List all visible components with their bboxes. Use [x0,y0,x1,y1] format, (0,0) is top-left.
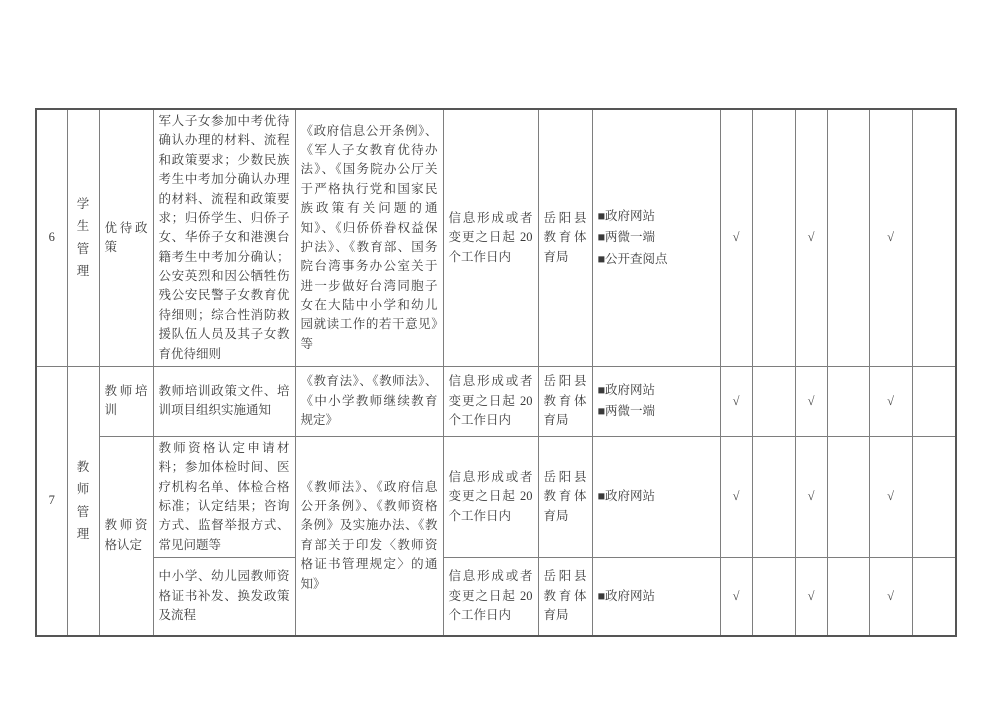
check-cell [827,109,869,366]
category-cell [67,366,99,635]
seq-cell: 6 [36,109,67,366]
check-cell: √ [795,109,827,366]
channel-item: ■两微一端 [597,404,656,419]
check-cell: √ [869,109,912,366]
content-cell: 中小学、幼儿园教师资格证书补发、换发政策及流程 [153,558,295,636]
check-cell: √ [795,366,827,436]
channels-cell [592,366,720,436]
content-cell: 军人子女参加中考优待确认办理的材料、流程和政策要求；少数民族考生中考加分确认办理的材料、流程和政策要求；归侨学生、归侨子女、华侨子女和港澳台籍考生中考加分确认；公安英烈和因公牺牲伤残公安民警子女教育优待细则；综合性消防救援队伍人员及其子女教育优待细则 [153,109,295,366]
check-cell: √ [869,366,912,436]
check-cell: √ [795,436,827,557]
time-limit-cell: 信息形成或者变更之日起 20 个工作日内 [443,436,538,557]
time-limit-cell: 信息形成或者变更之日起 20 个工作日内 [443,109,538,366]
content-cell: 教师培训政策文件、培训项目组织实施通知 [153,366,295,436]
check-cell [912,436,956,557]
seq-cell: 7 [36,366,67,635]
basis-cell: 《政府信息公开条例》、《军人子女教育优待办法》、《国务院办公厅关于严格执行党和国家民族政策有关问题的通知》、《归侨侨眷权益保护法》、《教育部、国务院台湾事务办公室关于进一步做好台湾同胞子女在大陆中小学和幼儿园就读工作的若干意见》等 [295,109,443,366]
check-cell [752,109,795,366]
check-cell [827,366,869,436]
check-cell: √ [795,558,827,636]
channels-cell [592,558,720,636]
table-row [36,109,956,366]
channel-item: ■公开查阅点 [597,251,668,266]
channel-item: ■政府网站 [597,209,656,224]
department-cell: 岳阳县教育体育局 [538,109,592,366]
channel-item: ■两微一端 [597,230,656,245]
table-row [36,436,956,557]
check-cell [827,436,869,557]
department-cell: 岳阳县教育体育局 [538,436,592,557]
check-cell: √ [720,436,752,557]
department-cell: 岳阳县教育体育局 [538,366,592,436]
info-disclosure-table [35,108,957,637]
subcategory-cell: 教师培训 [99,366,153,436]
category-vertical-text: 学生管理 [76,196,90,279]
basis-cell: 《教育法》、《教师法》、《中小学教师继续教育规定》 [295,366,443,436]
check-cell [912,109,956,366]
check-cell: √ [720,366,752,436]
channel-item: ■政府网站 [597,383,656,398]
check-cell: √ [869,436,912,557]
basis-cell: 《教师法》、《政府信息公开条例》、《教师资格条例》及实施办法、《教育部关于印发〈教师资格证书管理规定〉的通知》 [295,436,443,635]
table-row [36,366,956,436]
table-row [36,558,956,636]
department-cell: 岳阳县教育体育局 [538,558,592,636]
channels-cell [592,109,720,366]
category-vertical-text: 教师管理 [76,459,90,542]
check-cell [752,366,795,436]
check-cell: √ [869,558,912,636]
check-cell: √ [720,109,752,366]
check-cell [752,436,795,557]
time-limit-cell: 信息形成或者变更之日起 20 个工作日内 [443,558,538,636]
content-cell: 教师资格认定申请材料；参加体检时间、医疗机构名单、体检合格标准；认定结果；咨询方式、监督举报方式、常见问题等 [153,436,295,557]
category-cell [67,109,99,366]
channel-item: ■政府网站 [597,489,656,504]
check-cell [752,558,795,636]
time-limit-cell: 信息形成或者变更之日起 20 个工作日内 [443,366,538,436]
subcategory-cell: 教师资格认定 [99,436,153,635]
subcategory-cell: 优待政策 [99,109,153,366]
check-cell [912,366,956,436]
check-cell [827,558,869,636]
channels-cell [592,436,720,557]
channel-item: ■政府网站 [597,588,656,603]
check-cell: √ [720,558,752,636]
check-cell [912,558,956,636]
